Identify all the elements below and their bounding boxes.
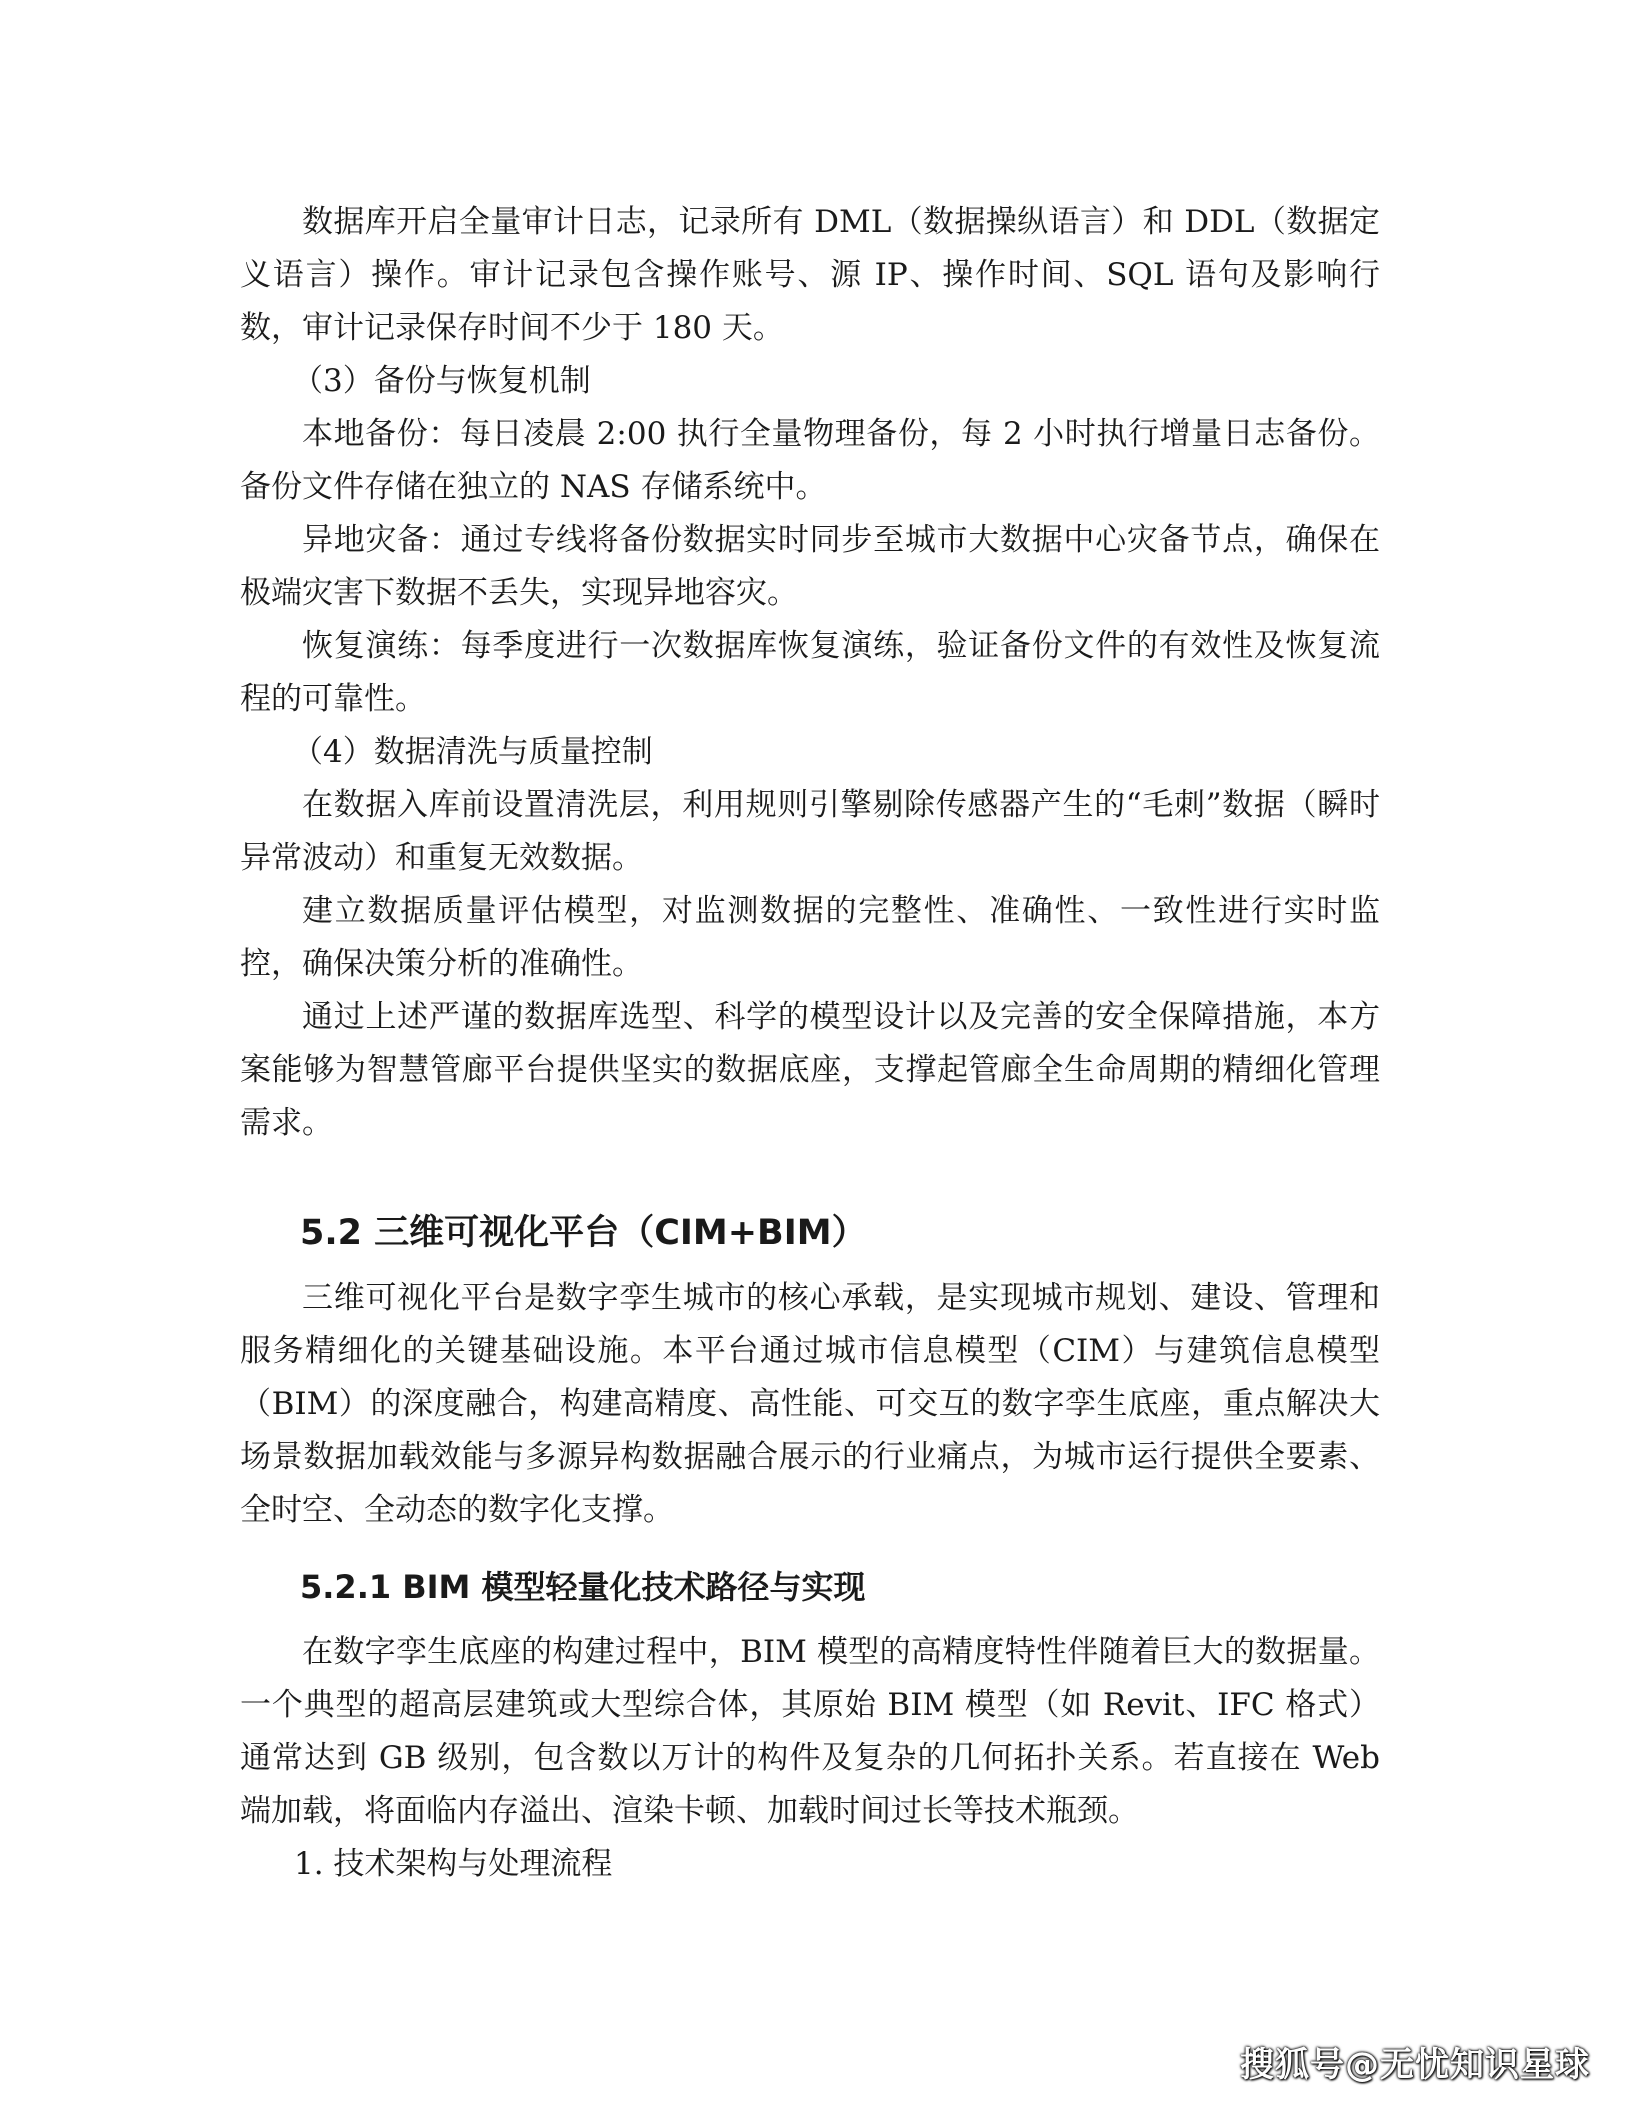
- paragraph-recovery-drill: 恢复演练：每季度进行一次数据库恢复演练，验证备份文件的有效性及恢复流程的可靠性。: [240, 628, 1380, 717]
- section-heading-5-2-1: 5.2.1 BIM 模型轻量化技术路径与实现: [300, 1568, 866, 1606]
- subheading-backup-recovery: （3）备份与恢复机制: [292, 363, 591, 399]
- document-page: [240, 196, 1380, 1891]
- paragraph-quality-model: 建立数据质量评估模型，对监测数据的完整性、准确性、一致性进行实时监控，确保决策分析的准确性。: [240, 893, 1380, 982]
- paragraph-summary: 通过上述严谨的数据库选型、科学的模型设计以及完善的安全保障措施，本方案能够为智慧管廊平台提供坚实的数据底座，支撑起管廊全生命周期的精细化管理需求。: [240, 999, 1380, 1141]
- subheading-data-cleaning: （4）数据清洗与质量控制: [292, 734, 653, 770]
- paragraph-cim-platform: 三维可视化平台是数字孪生城市的核心承载，是实现城市规划、建设、管理和服务精细化的关键基础设施。本平台通过城市信息模型（CIM）与建筑信息模型（BIM）的深度融合，构建高精度、高性能、可交互的数字孪生底座，重点解决大场景数据加载效能与多源异构数据融合展示的行业痛点，为城市运行提供全要素、全时空、全动态的数字化支撑。: [240, 1280, 1380, 1528]
- section-heading-5-2: 5.2 三维可视化平台（CIM+BIM）: [300, 1213, 867, 1253]
- list-item-architecture: 1. 技术架构与处理流程: [294, 1846, 613, 1882]
- paragraph-remote-disaster-recovery: 异地灾备：通过专线将备份数据实时同步至城市大数据中心灾备节点，确保在极端灾害下数据不丢失，实现异地容灾。: [240, 522, 1380, 611]
- paragraph-bim-lightweight: 在数字孪生底座的构建过程中，BIM 模型的高精度特性伴随着巨大的数据量。一个典型的超高层建筑或大型综合体，其原始 BIM 模型（如 Revit、IFC 格式）通常达到 GB 级别，包含数以万计的构件及复杂的几何拓扑关系。若直接在 Web 端加载，将面临内存溢出、渲染卡顿、加载时间过长等技术瓶颈。: [240, 1634, 1380, 1829]
- paragraph-audit-log: 数据库开启全量审计日志，记录所有 DML（数据操纵语言）和 DDL（数据定义语言）操作。审计记录包含操作账号、源 IP、操作时间、SQL 语句及影响行数，审计记录保存时间不少于 180 天。: [240, 204, 1380, 346]
- paragraph-data-cleaning-layer: 在数据入库前设置清洗层，利用规则引擎剔除传感器产生的“毛刺”数据（瞬时异常波动）和重复无效数据。: [240, 787, 1380, 876]
- paragraph-local-backup: 本地备份：每日凌晨 2:00 执行全量物理备份，每 2 小时执行增量日志备份。备份文件存储在独立的 NAS 存储系统中。: [240, 416, 1380, 505]
- watermark: 搜狐号@无忧知识星球: [1240, 2045, 1590, 2085]
